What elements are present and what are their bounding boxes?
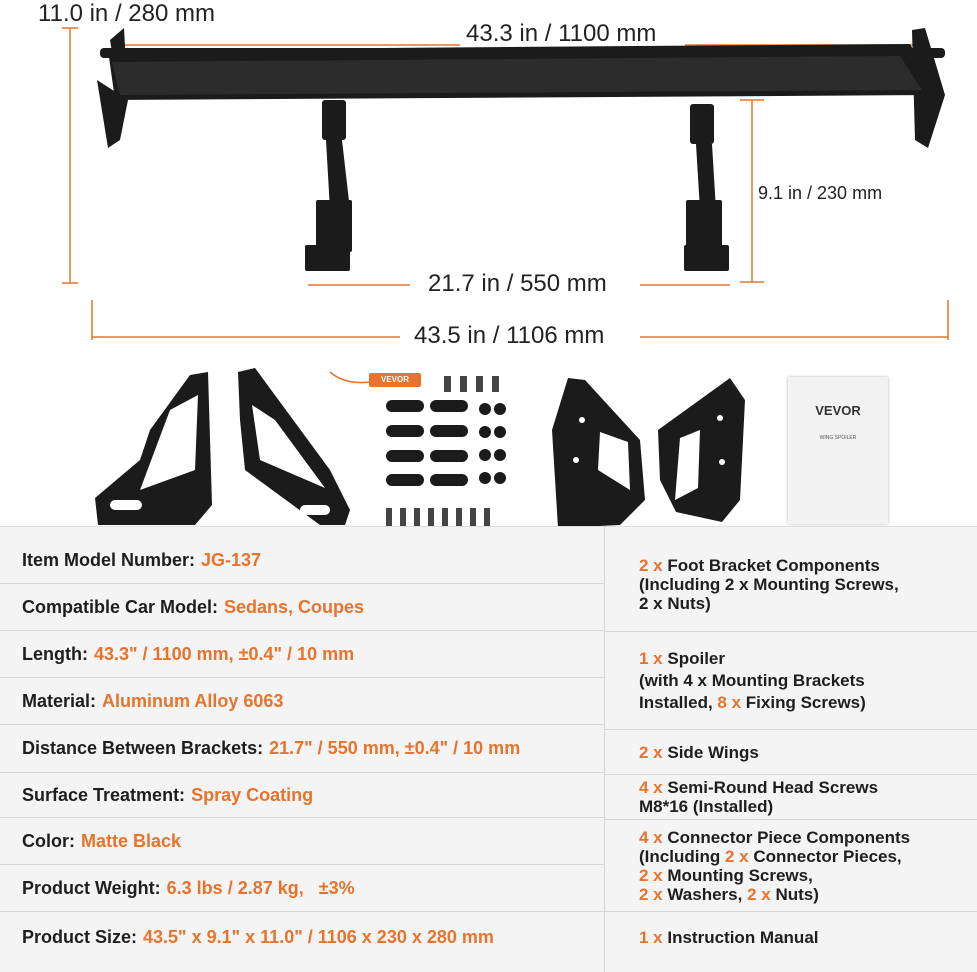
item-detail: Washers, (667, 884, 743, 904)
spec-list (0, 527, 605, 972)
spec-row-material (0, 678, 604, 725)
package-spoiler (605, 632, 977, 730)
spec-value: 21.7" / 550 mm, ±0.4" / 10 mm (269, 738, 521, 758)
length-dimension: 43.3 in / 1100 mm (466, 20, 657, 47)
count: 2 x (639, 555, 663, 575)
count: 2 x (724, 846, 749, 866)
total-length-dimension: 43.5 in / 1106 mm (414, 322, 605, 349)
bracket-distance-dimension: 21.7 in / 550 mm (428, 270, 607, 297)
spec-value: 43.5" x 9.1" x 11.0" / 1106 x 230 x 280 mm (143, 926, 494, 947)
count: 2 x (639, 884, 663, 904)
count: 4 x (639, 778, 663, 797)
side-wings (552, 378, 745, 528)
count: 1 x (639, 927, 663, 947)
item-name: Semi-Round Head Screws (667, 778, 879, 797)
spec-label: Item Model Number: (22, 549, 196, 570)
spec-row-color (0, 818, 604, 865)
right-stand (684, 104, 729, 271)
spec-value: Sedans, Coupes (224, 596, 365, 617)
spec-row-bracket-distance (0, 725, 604, 773)
spec-label: Product Weight: (22, 877, 161, 898)
manual-logo: VEVOR (815, 403, 861, 418)
item-detail: Mounting Screws, (667, 865, 813, 885)
side-wing-left (552, 378, 645, 528)
package-screws (605, 775, 977, 820)
spec-label: Surface Treatment: (22, 784, 186, 805)
item-name: Connector Piece Components (667, 827, 911, 847)
item-name: Spoiler (667, 648, 725, 668)
height-dimension: 11.0 in / 280 mm (38, 0, 215, 27)
package-list (605, 527, 977, 972)
item-detail: (with 4 x Mounting Brackets (639, 670, 865, 690)
count: 8 x (717, 692, 742, 712)
item-detail: Connector Pieces, (753, 846, 902, 866)
count: 4 x (639, 827, 663, 847)
spec-panel (0, 526, 977, 972)
side-wing-right (658, 378, 745, 522)
spec-value: JG-137 (201, 549, 262, 570)
tag-string (330, 372, 370, 383)
spec-row-size (0, 912, 604, 962)
item-detail: M8*16 (Installed) (639, 797, 774, 816)
spec-value: 6.3 lbs / 2.87 kg, ±3% (166, 877, 355, 898)
spec-label: Color: (22, 830, 75, 851)
spec-label: Compatible Car Model: (22, 596, 219, 617)
count: 2 x (747, 884, 771, 904)
package-foot-bracket (605, 537, 977, 632)
instruction-manual-image (788, 377, 888, 524)
spec-label: Product Size: (22, 926, 138, 947)
item-detail: (Including (639, 846, 721, 866)
package-connector (605, 820, 977, 912)
item-detail: (Including 2 x Mounting Screws, (639, 574, 899, 594)
item-name: Side Wings (667, 742, 759, 762)
count: 2 x (639, 742, 663, 762)
count: 2 x (639, 865, 663, 885)
spec-row-surface (0, 773, 604, 818)
wing-highlight (112, 56, 922, 95)
package-side-wings (605, 730, 977, 775)
count: 1 x (639, 648, 663, 668)
manual-subtitle: WING SPOILER (819, 435, 857, 441)
spec-value: 43.3" / 1100 mm, ±0.4" / 10 mm (93, 643, 355, 664)
item-name: Instruction Manual (667, 927, 819, 947)
item-name: Foot Bracket Components (667, 555, 880, 575)
left-stand (305, 100, 352, 271)
spec-value: Matte Black (81, 830, 182, 851)
spec-label: Distance Between Brackets: (22, 738, 264, 758)
item-detail: Nuts) (775, 884, 819, 904)
item-detail: Fixing Screws) (745, 692, 866, 712)
spec-value: Aluminum Alloy 6063 (102, 690, 284, 711)
spec-row-length (0, 631, 604, 678)
bracket-height-dimension: 9.1 in / 230 mm (758, 183, 883, 203)
vevor-tag: VEVOR (369, 373, 421, 387)
spec-value: Spray Coating (191, 784, 314, 805)
spec-label: Length: (22, 643, 88, 664)
spec-row-model (0, 537, 604, 584)
spec-row-weight (0, 865, 604, 912)
spec-row-car-model (0, 584, 604, 631)
spec-label: Material: (22, 690, 97, 711)
hardware-set (386, 376, 506, 526)
item-detail: Installed, (639, 692, 713, 712)
item-detail: 2 x Nuts) (639, 593, 711, 613)
package-manual (605, 912, 977, 962)
